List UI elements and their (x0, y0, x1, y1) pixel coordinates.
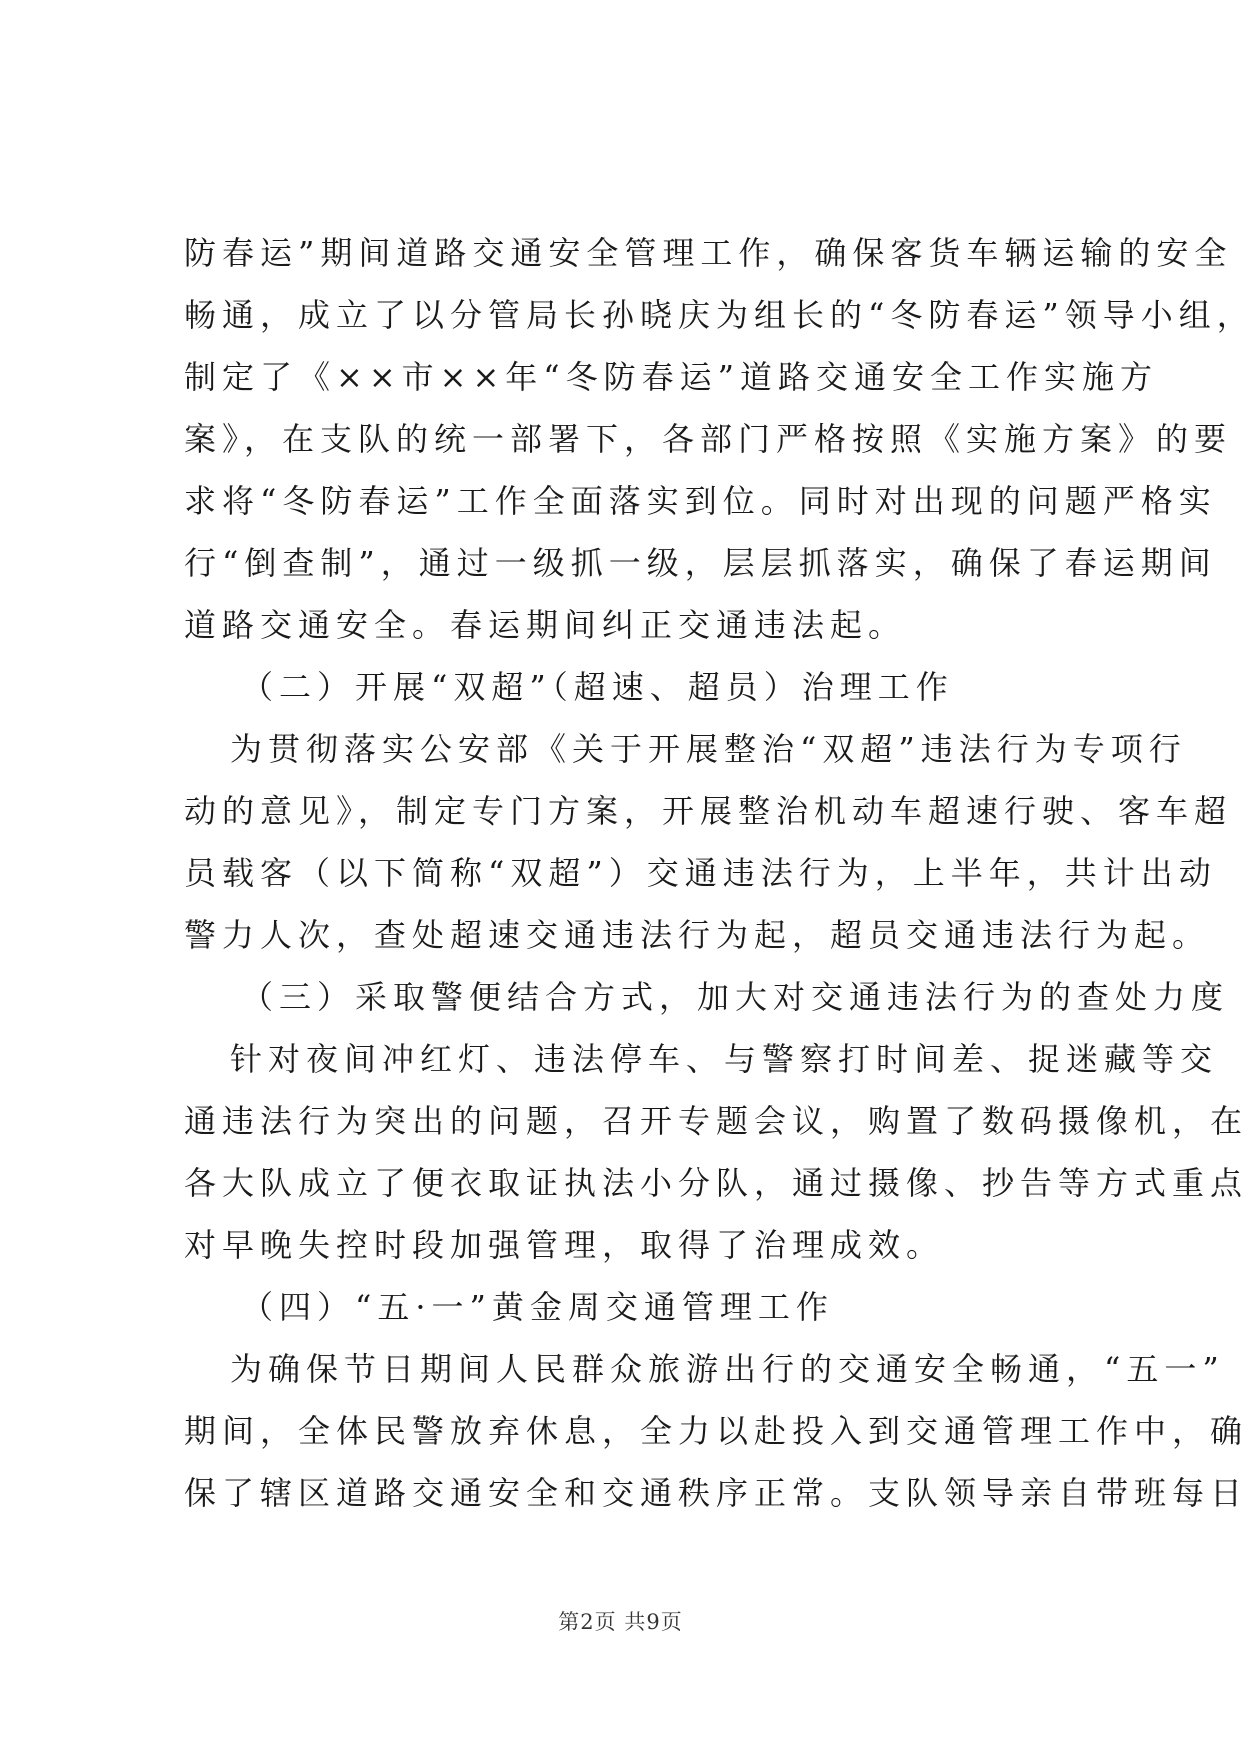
body-line: 制定了《××市××年“冬防春运”道路交通安全工作实施方 (184, 358, 1158, 396)
body-line: 行“倒查制”，通过一级抓一级，层层抓落实，确保了春运期间 (184, 544, 1217, 582)
section-heading-4: （四）“五·一”黄金周交通管理工作 (241, 1288, 834, 1326)
body-line: 为确保节日期间人民群众旅游出行的交通安全畅通，“五一” (230, 1350, 1225, 1388)
body-line: 各大队成立了便衣取证执法小分队，通过摄像、抄告等方式重点 (184, 1164, 1249, 1202)
body-line: 案》，在支队的统一部署下，各部门严格按照《实施方案》的要 (184, 420, 1233, 458)
body-line: 动的意见》，制定专门方案，开展整治机动车超速行驶、客车超 (184, 792, 1233, 830)
section-heading-3: （三）采取警便结合方式，加大对交通违法行为的查处力度 (241, 978, 1230, 1016)
page-number-footer: 第2页 共9页 (558, 1610, 683, 1634)
body-line: 为贯彻落实公安部《关于开展整治“双超”违法行为专项行 (230, 730, 1187, 768)
body-line: 道路交通安全。春运期间纠正交通违法起。 (184, 606, 907, 644)
body-line: 警力人次，查处超速交通违法行为起，超员交通违法行为起。 (184, 916, 1211, 954)
document-body (184, 222, 1255, 1524)
body-line: 通违法行为突出的问题，召开专题会议，购置了数码摄像机，在 (184, 1102, 1249, 1140)
body-line: 对早晚失控时段加强管理，取得了治理成效。 (184, 1226, 945, 1264)
section-heading-2: （二）开展“双超”（超速、超员）治理工作 (241, 668, 954, 706)
body-line: 求将“冬防春运”工作全面落实到位。同时对出现的问题严格实 (184, 482, 1217, 520)
body-line: 员载客（以下简称“双超”）交通违法行为，上半年，共计出动 (184, 854, 1217, 892)
body-line: 畅通，成立了以分管局长孙晓庆为组长的“冬防春运”领导小组， (184, 296, 1255, 334)
body-line: 保了辖区道路交通安全和交通秩序正常。支队领导亲自带班每日 (184, 1474, 1249, 1512)
body-line: 针对夜间冲红灯、违法停车、与警察打时间差、捉迷藏等交 (230, 1040, 1219, 1078)
body-line: 防春运”期间道路交通安全管理工作，确保客货车辆运输的安全 (184, 234, 1233, 272)
body-line: 期间，全体民警放弃休息，全力以赴投入到交通管理工作中，确 (184, 1412, 1249, 1450)
